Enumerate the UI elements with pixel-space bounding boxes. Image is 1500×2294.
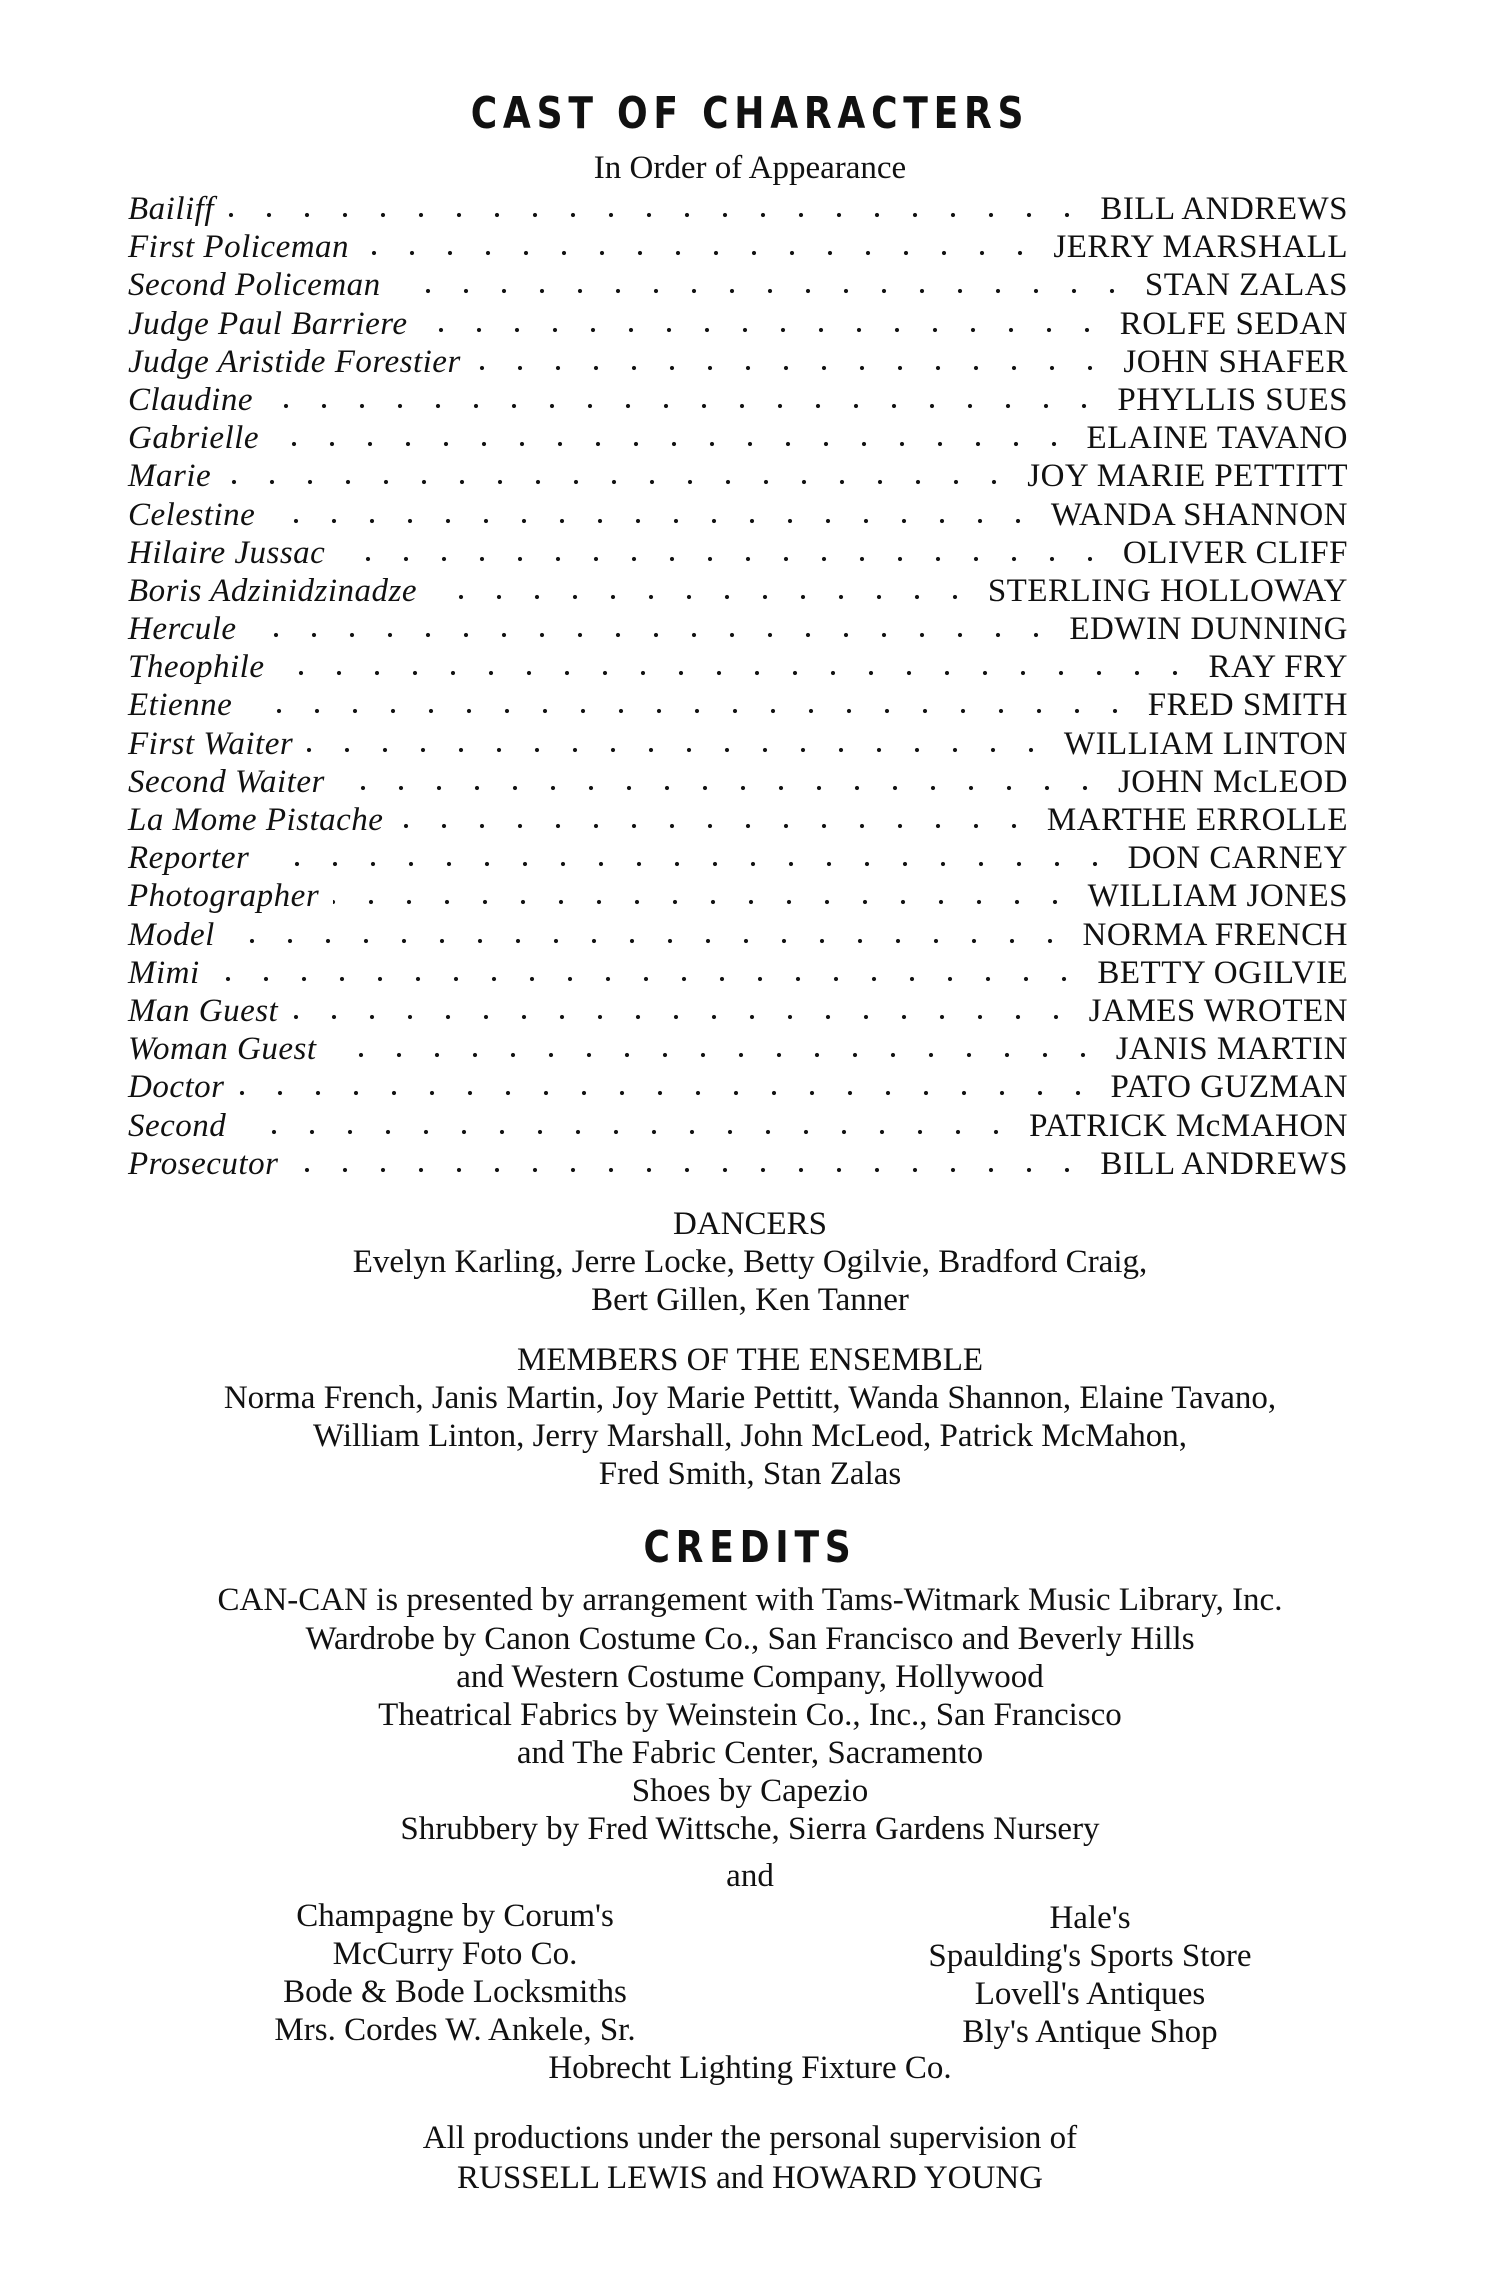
cast-row bbox=[128, 228, 1348, 266]
leader-dots bbox=[363, 248, 1039, 258]
leader-dots bbox=[292, 1012, 1075, 1022]
cast-row bbox=[128, 839, 1348, 877]
cast-row bbox=[128, 610, 1348, 648]
cast-row bbox=[128, 457, 1348, 495]
leader-dots bbox=[263, 859, 1114, 869]
role-name: Bailiff bbox=[128, 191, 214, 227]
actor-name: JANIS MARTIN bbox=[1115, 1031, 1348, 1068]
cast-row bbox=[128, 266, 1348, 304]
credits-line: and Western Costume Company, Hollywood bbox=[456, 1659, 1044, 1695]
cast-row bbox=[128, 1030, 1348, 1068]
role-name: Celestine bbox=[128, 496, 256, 533]
actor-name: ROLFE SEDAN bbox=[1119, 305, 1348, 342]
role-name: Boris Adzinidzinadze bbox=[128, 572, 418, 609]
role-name: Hilaire Jussac bbox=[128, 534, 326, 571]
role-name: Marie bbox=[128, 458, 212, 495]
credits-line: Shrubbery by Fred Wittsche, Sierra Gardens Nursery bbox=[400, 1811, 1100, 1847]
leader-dots bbox=[267, 401, 1103, 411]
leader-dots bbox=[214, 974, 1083, 984]
cast-row bbox=[128, 343, 1348, 381]
role-name: Hercule bbox=[128, 611, 237, 648]
cast-row bbox=[128, 725, 1348, 763]
cast-row bbox=[128, 305, 1348, 343]
leader-dots bbox=[278, 668, 1194, 678]
actor-name: ELAINE TAVANO bbox=[1086, 420, 1348, 457]
credits-right-item: Bly's Antique Shop bbox=[962, 2014, 1218, 2050]
credits-line: and The Fabric Center, Sacramento bbox=[516, 1735, 984, 1771]
role-name: Prosecutor bbox=[128, 1145, 279, 1182]
actor-name: BILL ANDREWS bbox=[1100, 1145, 1348, 1182]
actor-name: DON CARNEY bbox=[1127, 840, 1348, 877]
actor-name: BILL ANDREWS bbox=[1100, 191, 1348, 227]
leader-dots bbox=[269, 516, 1037, 526]
role-name: Doctor bbox=[128, 1069, 225, 1106]
leader-dots bbox=[246, 706, 1134, 716]
actor-name: WILLIAM JONES bbox=[1087, 878, 1348, 915]
leader-dots bbox=[292, 1165, 1086, 1175]
role-name: Etienne bbox=[128, 687, 233, 724]
actor-name: MARTHE ERROLLE bbox=[1046, 802, 1348, 838]
actor-name: WILLIAM LINTON bbox=[1063, 725, 1348, 762]
cast-row bbox=[128, 954, 1348, 992]
role-name: Second Waiter bbox=[128, 763, 325, 800]
role-name: First Policeman bbox=[128, 229, 350, 266]
role-name: Judge Paul Barriere bbox=[128, 305, 408, 342]
dancers-title: DANCERS bbox=[672, 1206, 828, 1242]
cast-row bbox=[128, 877, 1348, 915]
leader-dots bbox=[273, 439, 1073, 449]
leader-dots bbox=[307, 745, 1050, 755]
credits-left-item: Champagne by Corum's bbox=[296, 1898, 614, 1934]
leader-dots bbox=[431, 592, 974, 602]
cast-subheading: In Order of Appearance bbox=[593, 150, 907, 186]
credits-line: Wardrobe by Canon Costume Co., San Francisco and Beverly Hills bbox=[305, 1621, 1195, 1657]
credits-closing-line: Hobrecht Lighting Fixture Co. bbox=[548, 2050, 952, 2086]
role-name: Model bbox=[128, 916, 215, 953]
credits-right-item: Lovell's Antiques bbox=[974, 1976, 1206, 2012]
credits-line: and bbox=[726, 1858, 774, 1894]
supervision-line: All productions under the personal supervision of bbox=[422, 2120, 1078, 2156]
role-name: Photographer bbox=[128, 878, 320, 915]
credits-right-item: Hale's bbox=[1049, 1900, 1131, 1936]
cast-row bbox=[128, 190, 1348, 228]
actor-name: STAN ZALAS bbox=[1144, 267, 1348, 304]
leader-dots bbox=[395, 286, 1131, 296]
actor-name: JAMES WROTEN bbox=[1088, 992, 1348, 1029]
role-name: Claudine bbox=[128, 381, 253, 418]
actor-name: JOHN McLEOD bbox=[1117, 763, 1348, 800]
actor-name: PATRICK McMAHON bbox=[1029, 1107, 1348, 1144]
actor-name: JERRY MARSHALL bbox=[1053, 229, 1348, 266]
actor-name: PATO GUZMAN bbox=[1110, 1069, 1348, 1106]
leader-dots bbox=[228, 210, 1086, 220]
leader-dots bbox=[339, 783, 1104, 793]
leader-dots bbox=[331, 1050, 1102, 1060]
actor-name: OLIVER CLIFF bbox=[1122, 534, 1348, 571]
cast-row bbox=[128, 496, 1348, 534]
role-name: Theophile bbox=[128, 649, 265, 686]
cast-row bbox=[128, 534, 1348, 572]
actor-name: EDWIN DUNNING bbox=[1069, 611, 1348, 648]
ensemble-title: MEMBERS OF THE ENSEMBLE bbox=[516, 1342, 984, 1378]
ensemble-line: William Linton, Jerry Marshall, John McLeod, Patrick McMahon, bbox=[313, 1418, 1187, 1454]
role-name: First Waiter bbox=[128, 725, 294, 762]
leader-dots bbox=[251, 630, 1055, 640]
actor-name: FRED SMITH bbox=[1147, 687, 1348, 724]
leader-dots bbox=[239, 1088, 1097, 1098]
leader-dots bbox=[229, 936, 1069, 946]
leader-dots bbox=[240, 1127, 1015, 1137]
role-name: Gabrielle bbox=[128, 420, 259, 457]
actor-name: JOHN SHAFER bbox=[1123, 343, 1348, 380]
dancers-line: Evelyn Karling, Jerre Locke, Betty Ogilvie, Bradford Craig, bbox=[352, 1244, 1148, 1280]
actor-name: STERLING HOLLOWAY bbox=[987, 572, 1348, 609]
cast-row bbox=[128, 1068, 1348, 1106]
cast-row bbox=[128, 763, 1348, 801]
leader-dots bbox=[339, 554, 1109, 564]
credits-right-item: Spaulding's Sports Store bbox=[928, 1938, 1252, 1974]
credits-line: CAN-CAN is presented by arrangement with Tams-Witmark Music Library, Inc. bbox=[217, 1582, 1283, 1618]
dancers-line: Bert Gillen, Ken Tanner bbox=[591, 1282, 909, 1318]
cast-row bbox=[128, 1107, 1348, 1145]
credits-left-item: Mrs. Cordes W. Ankele, Sr. bbox=[274, 2012, 636, 2048]
actor-name: BETTY OGILVIE bbox=[1097, 954, 1348, 991]
role-name: Judge Aristide Forestier bbox=[128, 343, 461, 380]
cast-row bbox=[128, 686, 1348, 724]
credits-heading: CREDITS bbox=[643, 1522, 857, 1573]
cast-row bbox=[128, 801, 1348, 839]
cast-row bbox=[128, 381, 1348, 419]
actor-name: NORMA FRENCH bbox=[1082, 916, 1348, 953]
ensemble-line: Norma French, Janis Martin, Joy Marie Pettitt, Wanda Shannon, Elaine Tavano, bbox=[223, 1380, 1277, 1416]
role-name: Mimi bbox=[128, 954, 200, 991]
role-name: Man Guest bbox=[128, 992, 279, 1029]
actor-name: JOY MARIE PETTITT bbox=[1027, 458, 1348, 495]
credits-left-item: Bode & Bode Locksmiths bbox=[283, 1974, 627, 2010]
actor-name: WANDA SHANNON bbox=[1050, 496, 1348, 533]
cast-row bbox=[128, 648, 1348, 686]
role-name: Reporter bbox=[128, 840, 250, 877]
ensemble-line: Fred Smith, Stan Zalas bbox=[598, 1456, 902, 1492]
actor-name: RAY FRY bbox=[1208, 649, 1348, 686]
cast-row bbox=[128, 1145, 1348, 1183]
cast-row bbox=[128, 572, 1348, 610]
role-name: La Mome Pistache bbox=[128, 802, 384, 838]
role-name: Second bbox=[128, 1107, 227, 1144]
credits-line: Shoes by Capezio bbox=[631, 1773, 869, 1809]
leader-dots bbox=[225, 477, 1013, 487]
cast-row bbox=[128, 419, 1348, 457]
leader-dots bbox=[475, 363, 1109, 373]
cast-list bbox=[128, 190, 1348, 1183]
leader-dots bbox=[397, 821, 1033, 831]
credits-left-item: McCurry Foto Co. bbox=[332, 1936, 578, 1972]
cast-heading: CAST OF CHARACTERS bbox=[470, 88, 1030, 139]
role-name: Woman Guest bbox=[128, 1031, 317, 1068]
actor-name: PHYLLIS SUES bbox=[1117, 381, 1348, 418]
role-name: Second Policeman bbox=[128, 267, 381, 304]
leader-dots bbox=[333, 897, 1074, 907]
cast-row bbox=[128, 992, 1348, 1030]
supervision-names: RUSSELL LEWIS and HOWARD YOUNG bbox=[456, 2160, 1043, 2196]
credits-line: Theatrical Fabrics by Weinstein Co., Inc., San Francisco bbox=[378, 1697, 1122, 1733]
leader-dots bbox=[422, 325, 1106, 335]
cast-row bbox=[128, 916, 1348, 954]
